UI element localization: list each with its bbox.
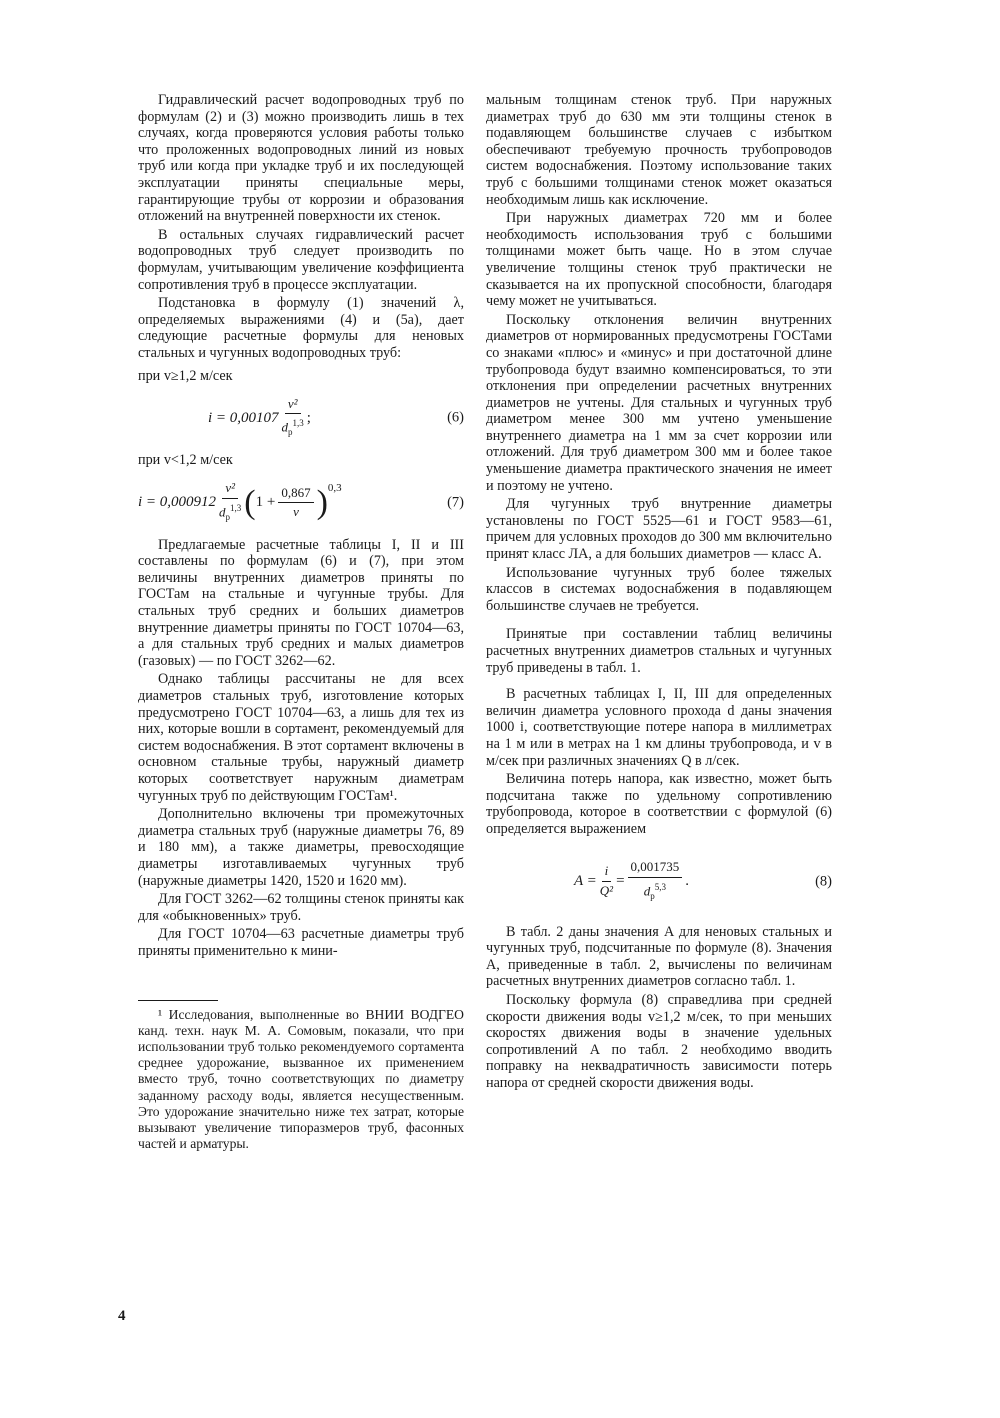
paragraph: Поскольку формула (8) справедлива при средней скорости движения воды v≥1,2 м/сек, то при меньших скоростях движения воды в значение удельных сопротивлений A по табл. 2 необходимо вводить поправку на неквадратичность зависимости потерь напора от средней скорости движения воды. [486,991,832,1091]
paragraph: Поскольку отклонения величин внутренних диаметров от нормированных предусмотрены ГОСТами со знаками «плюс» и «минус» и при достаточной длине трубопровода будут взаимно компенсироваться, то эти отклонения при определении расчетных внутренних диаметров не учтены. Для стальных и чугунных труб диаметром менее 300 мм учтено уменьшение внутреннего диаметра на 1 мм за счет коррозии или отложений. Для труб диаметром 300 мм и более такое уменьшение диаметра практического значения не имеет и поэтому не учтено. [486,311,832,494]
paragraph: В расчетных таблицах I, II, III для определенных величин диаметра условного прохода d даны значения 1000 i, соответствующие потере напора в миллиметрах на 1 м или в метрах на 1 км длины трубопровода, и v в м/сек при различных значениях Q в л/сек. [486,686,832,769]
paragraph: Однако таблицы рассчитаны не для всех диаметров стальных труб, изготовление которых предусмотрено ГОСТ 10704—63, а лишь для тех из них, которые вошли в сортамент, рекомендуемый для систем водоснабжения. В этот сортамент включены в основном стальные трубы, наружный диаметр которых соответствует наружным диаметрам чугунных труб по действующим ГОСТам¹. [138,671,464,804]
formula-lhs: i = 0,00107 [208,409,279,426]
page-number: 4 [118,1308,126,1324]
left-column [138,92,464,1152]
formula-6: i = 0,00107 $\frac{\text{v²}}{d_р^{1,3}}$ ; (6) [138,390,464,446]
fraction-denominator: $d_р^{1,3}$ [281,418,304,438]
formula-lhs: i = 0,000912 [138,494,217,511]
paragraph: Для ГОСТ 10704—63 расчетные диаметры труб приняты применительно к мини- [138,926,464,959]
paragraph: Гидравлический расчет водопроводных труб по формулам (2) и (3) можно производить лишь в тех случаях, когда проверяются условия работы только что проложенных водопроводных линий из новых труб или когда при укладке труб и их последующей эксплуатации приняты специальные меры, гарантирующие трубы от коррозии и образования отложений на внутренней поверхности их стенок. [138,92,464,225]
paragraph: Для ГОСТ 3262—62 толщины стенок приняты как для «обыкновенных» труб. [138,891,464,924]
equation-number: (8) [815,873,832,890]
fraction: $\frac{i}{\text{Q²}}$ [599,863,614,899]
footnote-rule [138,1000,218,1001]
right-column [486,92,832,1091]
equation-number: (7) [447,494,464,511]
fraction [282,396,304,441]
paragraph: В табл. 2 даны значения A для неновых стальных и чугунных труб, подсчитанные по формуле (8). Значения A, приведенные в табл. 2, вычислены по величинам расчетных внутренних диаметров согласно табл. 1. [486,923,832,990]
fraction: $\frac{\text{v²}}{d_р^{1,3}}$ [219,480,242,522]
paragraph: Дополнительно включены три промежуточных диаметра стальных труб (наружные диаметры 76, 89 и 180 мм), а также диаметры, превосходящие диаметры изготавливаемых чугунных труб (наружные диаметры 1420, 1520 и 1620 мм). [138,806,464,889]
paragraph: В остальных случаях гидравлический расчет водопроводных труб следует производить по формулам, учитывающим увеличение коэффициента сопротивления труб в процессе эксплуатации. [138,226,464,293]
condition-label: при v<1,2 м/сек [138,452,233,469]
formula-7: i = 0,000912 $\frac{\text{v²}}{d_р^{1,3}}$ ( 1 + $\frac{0,867}{v}$ ) $^{0,3}$ (7) [138,475,464,531]
paragraph: Использование чугунных труб более тяжелых классов в системах водоснабжения в подавляющем большинстве случаев не требуется. [486,564,832,614]
footnote: ¹ Исследования, выполненные во ВНИИ ВОДГЕО канд. техн. наук М. А. Сомовым, показали, что при использовании труб только рекомендуемого сортамента среднее удорожание, вызванное их применением вместо труб, точно соответствующих по диаметру заданному расходу воды, является несущественным. Это удорожание значительно ниже тех затрат, которые вызывают увеличение типоразмеров труб, фасонных частей и арматуры. [138,1006,464,1152]
paragraph: Подстановка в формулу (1) значений λ, определяемых выражениями (4) и (5а), дает следующие расчетные формулы для неновых стальных и чугунных водопроводных труб: [138,295,464,361]
fraction-numerator: v² [285,396,301,415]
formula-lhs: A = [574,873,597,890]
paragraph: Принятые при составлении таблиц величины расчетных внутренних диаметров стальных и чугунных труб приведены в табл. 1. [486,626,832,676]
paragraph: Величина потерь напора, как известно, может быть подсчитана также по удельному сопротивлению трубопровода, которое в соответствии с формулой (6) определяется выражением [486,771,832,837]
formula-8: A = $\frac{i}{\text{Q²}}$ = $\frac{0,001735}{d_р^{5,3}}$ . (8) [486,852,832,912]
equation-number: (6) [447,409,464,426]
paren-close: ) [316,483,328,521]
paragraph: мальным толщинам стенок труб. При наружных диаметрах труб до 630 мм эти толщины стенок в подавляющем большинстве случаев с избытком обеспечивают требуемую прочность трубопроводов систем водоснабжения. Поэтому использование таких труб с большими толщинами стенок может оказаться необходимым лишь как исключение. [486,92,832,208]
fraction: $\frac{0,867}{v}$ [278,485,313,521]
paragraph: При наружных диаметрах 720 мм и более необходимость использования труб с большими толщинами может быть чаще. Но в этом случае увеличение толщины стенок труб практически не сказывается на их пропускной способности, благодаря чему может не учитываться. [486,210,832,310]
paren-open: ( [244,483,256,521]
paragraph: Для чугунных труб внутренние диаметры установлены по ГОСТ 5525—61 и ГОСТ 9583—61, причем для условных проходов до 300 мм включительно принят класс ЛА, а для больших диаметров — класс А. [486,496,832,563]
fraction: $\frac{0,001735}{d_р^{5,3}}$ [628,859,683,904]
condition-label: при v≥1,2 м/сек [138,367,233,384]
paragraph: Предлагаемые расчетные таблицы I, II и III составлены по формулам (6) и (7), при этом величины внутренних диаметров приняты по ГОСТам на стальные и чугунные трубы. Для стальных труб средних и больших диаметров внутренние диаметры приняты по ГОСТ 10704—63, а для стальных труб средних и малых диаметров (газовых) — по ГОСТ 3262—62. [138,536,464,669]
